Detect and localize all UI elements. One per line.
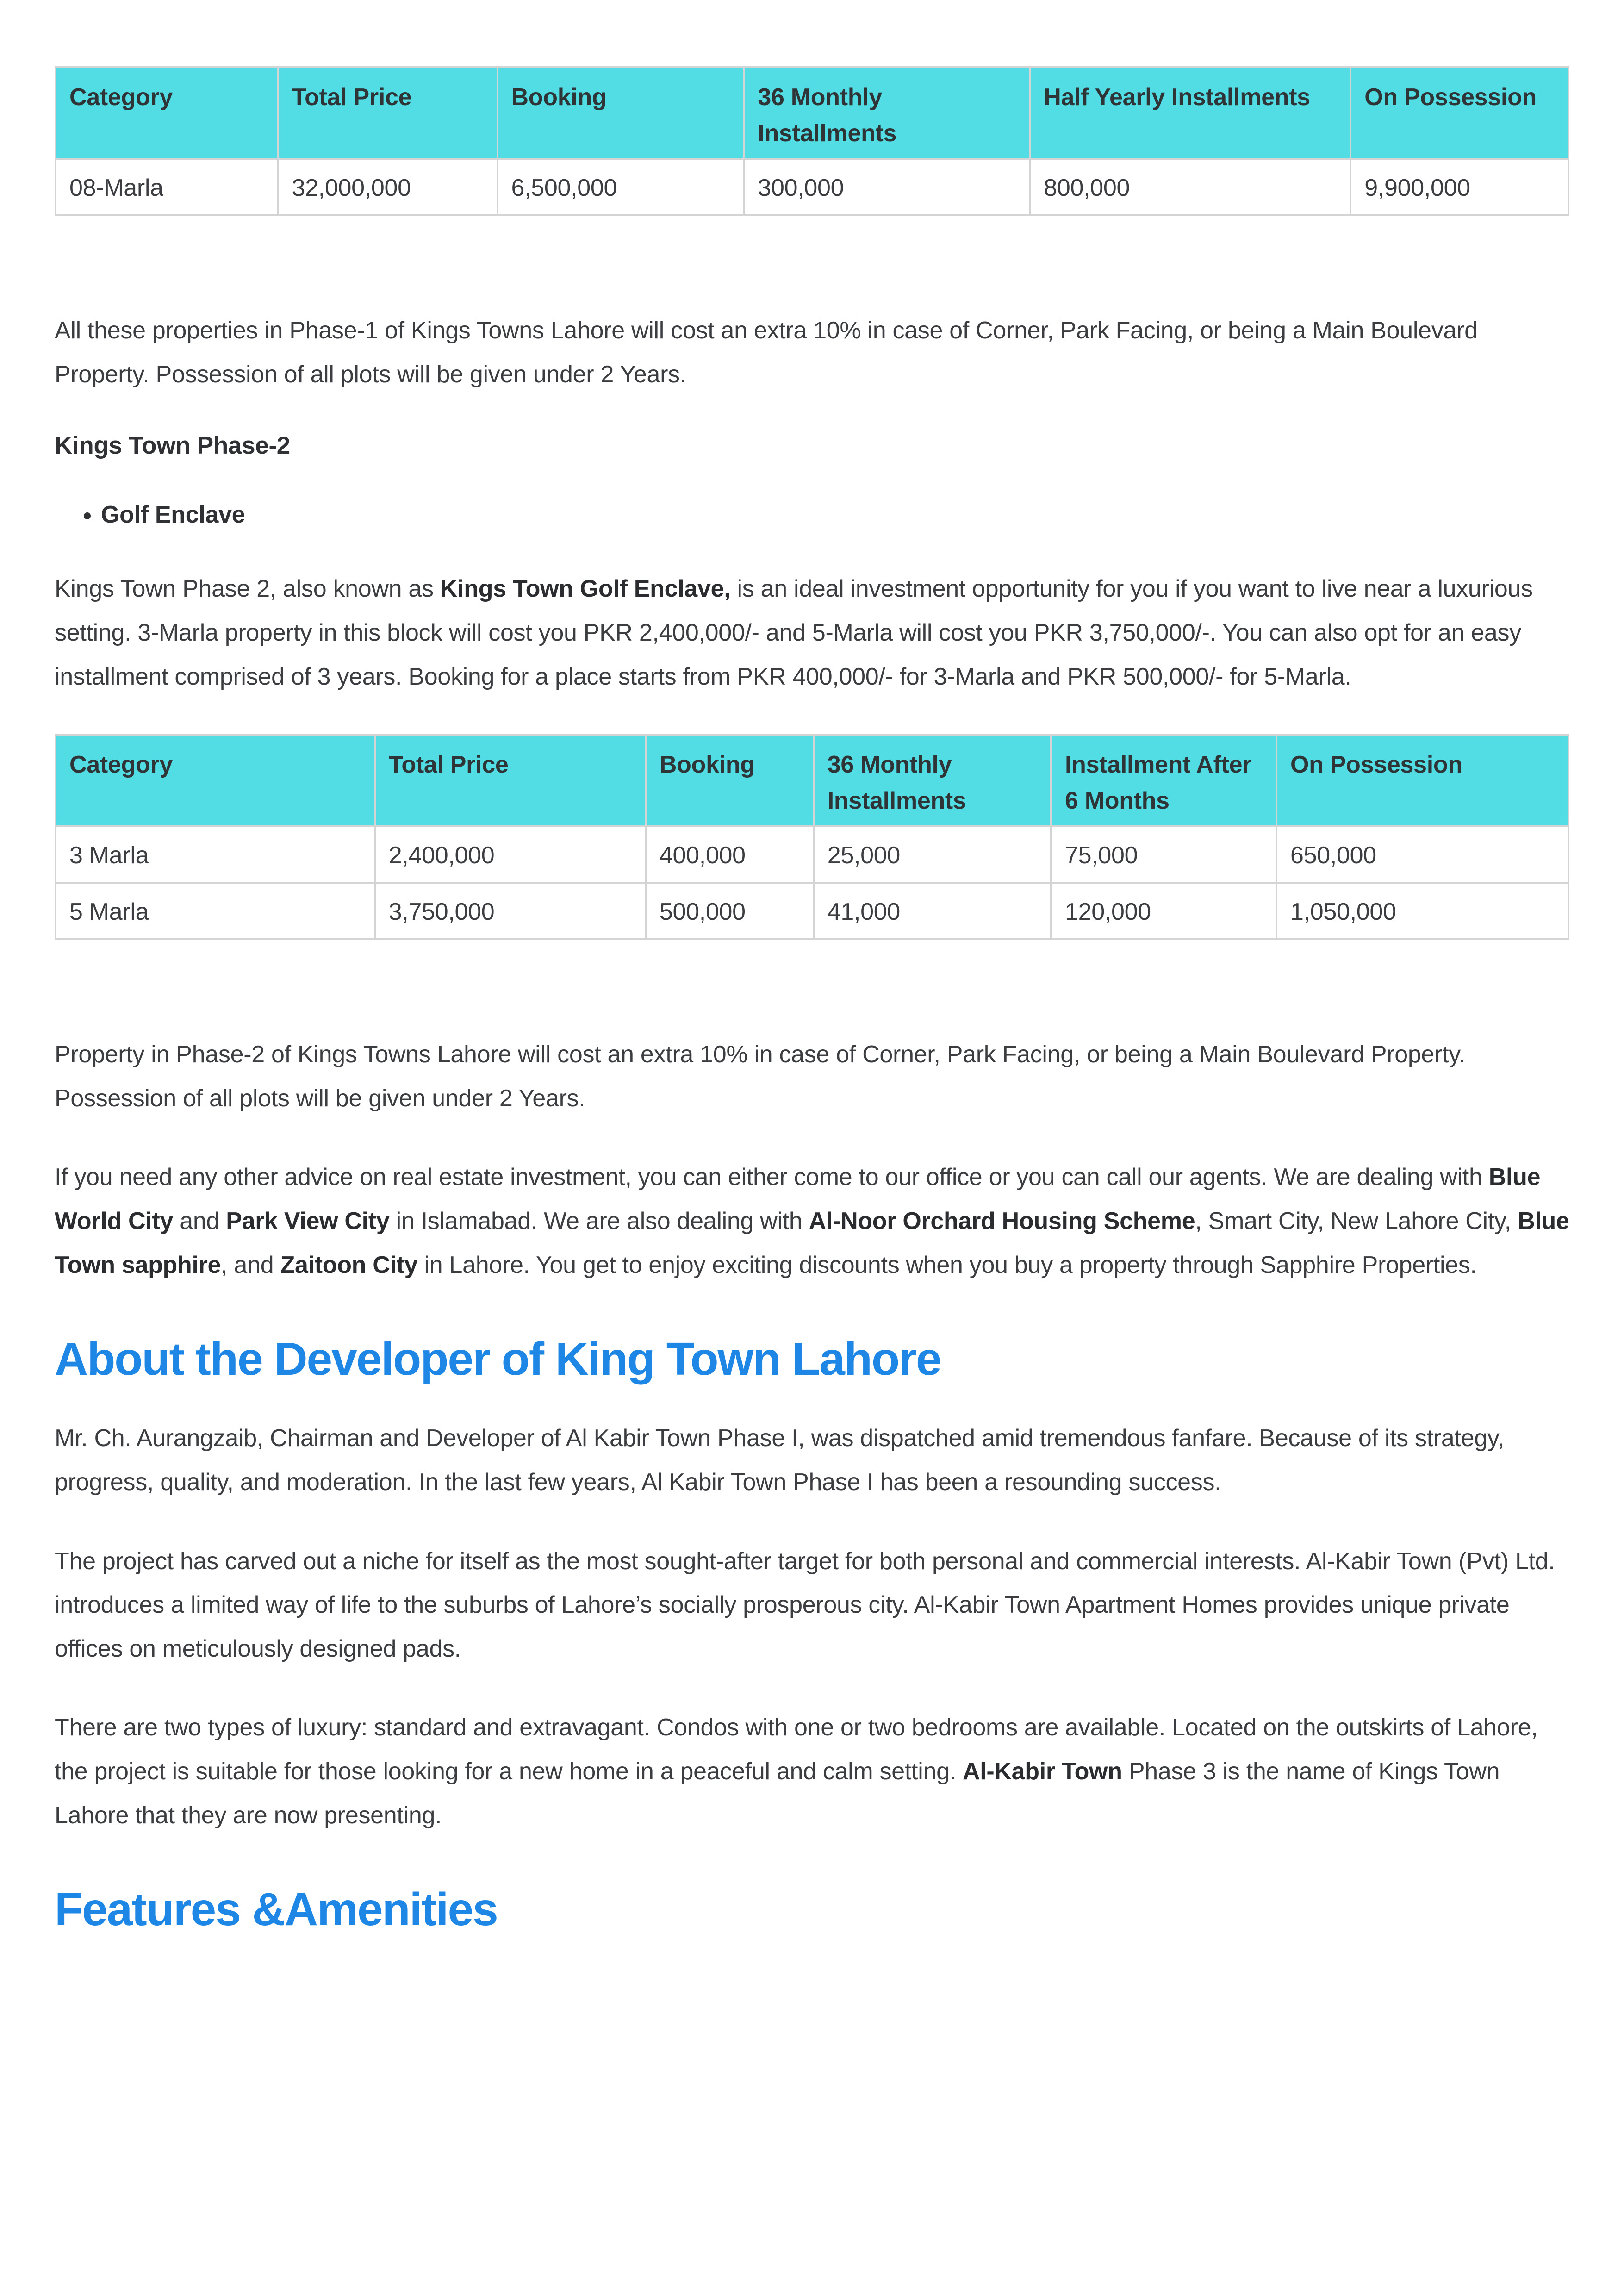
- cell-on-possession: 650,000: [1276, 826, 1568, 883]
- bold-text-segment: Kings Town Golf Enclave,: [440, 575, 731, 603]
- bold-text-segment: Al-Noor Orchard Housing Scheme: [809, 1208, 1195, 1235]
- phase2-intro-paragraph: [55, 567, 1569, 698]
- cell-booking: 6,500,000: [498, 159, 744, 215]
- cell-total-price: 32,000,000: [278, 159, 498, 215]
- column-header-on-possession: On Possession: [1276, 735, 1568, 826]
- cell-installment-after-6-months: 75,000: [1051, 826, 1276, 883]
- cell-category: 3 Marla: [56, 826, 375, 883]
- text-segment: There are two types of luxury: standard and extravagant. Condos with one or two bedrooms are available. Located on the outskirts of Lahore, the project is suitable for those looking for a new home in a peaceful and calm setting.: [55, 1714, 1538, 1785]
- phase1-payment-plan-table: [55, 66, 1569, 216]
- table-row: [56, 159, 1568, 215]
- column-header-monthly-installments: 36 Monthly Installments: [744, 67, 1030, 159]
- column-header-installment-after-6-months: Installment After 6 Months: [1051, 735, 1276, 826]
- cell-booking: 500,000: [646, 883, 814, 939]
- text-segment: and: [173, 1208, 226, 1235]
- bold-text-segment: Blue World City: [55, 1164, 1541, 1235]
- phase2-block-list: [55, 497, 1569, 533]
- about-developer-paragraph-1: Mr. Ch. Aurangzaib, Chairman and Developer of Al Kabir Town Phase I, was dispatched amid tremendous fanfare. Because of its strategy, progress, quality, and moderation. In the last few years, Al Kabir Town Phase I has been a resounding success.: [55, 1425, 1504, 1496]
- bold-text-segment: Park View City: [226, 1208, 390, 1235]
- phase1-table-header: [56, 67, 1568, 159]
- column-header-booking: Booking: [646, 735, 814, 826]
- column-header-category: Category: [56, 735, 375, 826]
- features-amenities-heading: Features &Amenities: [55, 1883, 498, 1936]
- about-developer-heading: About the Developer of King Town Lahore: [55, 1333, 941, 1385]
- bold-text-segment: Al-Kabir Town: [963, 1758, 1122, 1785]
- advice-paragraph: [55, 1155, 1569, 1287]
- phase2-payment-plan-table: [55, 734, 1569, 940]
- cell-monthly-installment: 25,000: [814, 826, 1051, 883]
- cell-monthly-installment: 41,000: [814, 883, 1051, 939]
- column-header-category: Category: [56, 67, 278, 159]
- text-segment: Kings Town Phase 2, also known as: [55, 575, 440, 603]
- phase2-heading: Kings Town Phase-2: [55, 432, 290, 460]
- column-header-total-price: Total Price: [375, 735, 646, 826]
- table-row: [56, 826, 1568, 883]
- cell-booking: 400,000: [646, 826, 814, 883]
- column-header-half-yearly-installments: Half Yearly Installments: [1030, 67, 1350, 159]
- text-segment: is an ideal investment opportunity for you if you want to live near a luxurious setting. 3-Marla property in this block will cost you PKR 2,400,000/- and 5-Marla will cost you PKR 3,750,000/-. You can also opt for an easy installment comprised of 3 years. Booking for a place starts from PKR 400,000/- for 3-Marla and PKR 500,000/- for 5-Marla.: [55, 575, 1533, 690]
- cell-installment-after-6-months: 120,000: [1051, 883, 1276, 939]
- text-segment: , Smart City, New Lahore City,: [1195, 1208, 1518, 1235]
- text-segment: Phase 3 is the name of Kings Town Lahore that they are now presenting.: [55, 1758, 1500, 1829]
- table-header-row: [56, 67, 1568, 159]
- phase2-note-paragraph: Property in Phase-2 of Kings Towns Lahore will cost an extra 10% in case of Corner, Park Facing, or being a Main Boulevard Property. Possession of all plots will be given under 2 Years.: [55, 1041, 1466, 1112]
- bold-text-segment: Blue Town sapphire: [55, 1208, 1569, 1278]
- column-header-total-price: Total Price: [278, 67, 498, 159]
- bold-text-segment: Zaitoon City: [280, 1251, 418, 1278]
- table-row: [56, 883, 1568, 939]
- column-header-booking: Booking: [498, 67, 744, 159]
- about-developer-paragraph-2: The project has carved out a niche for itself as the most sought-after target for both personal and commercial interests. Al-Kabir Town (Pvt) Ltd. introduces a limited way of life to the suburbs of Lahore’s socially prosperous city. Al-Kabir Town Apartment Homes provides unique private offices on meticulously designed pads.: [55, 1547, 1555, 1662]
- list-item-golf-enclave: • Golf Enclave: [101, 497, 1569, 533]
- text-segment: If you need any other advice on real estate investment, you can either come to our office or you can call our agents. We are dealing with: [55, 1164, 1489, 1191]
- column-header-monthly-installments: 36 Monthly Installments: [814, 735, 1051, 826]
- cell-on-possession: 9,900,000: [1350, 159, 1568, 215]
- cell-half-yearly-installment: 800,000: [1030, 159, 1350, 215]
- cell-total-price: 2,400,000: [375, 826, 646, 883]
- cell-category: 5 Marla: [56, 883, 375, 939]
- text-segment: in Islamabad. We are also dealing with: [389, 1208, 809, 1235]
- column-header-on-possession: On Possession: [1350, 67, 1568, 159]
- cell-total-price: 3,750,000: [375, 883, 646, 939]
- phase1-note-paragraph: All these properties in Phase-1 of Kings Towns Lahore will cost an extra 10% in case of Corner, Park Facing, or being a Main Boulevard Property. Possession of all plots will be given under 2 Years.: [55, 317, 1478, 388]
- cell-on-possession: 1,050,000: [1276, 883, 1568, 939]
- table-header-row: [56, 735, 1568, 826]
- text-segment: , and: [221, 1251, 280, 1278]
- about-developer-paragraph-3: [55, 1706, 1569, 1837]
- cell-category: 08-Marla: [56, 159, 278, 215]
- cell-monthly-installment: 300,000: [744, 159, 1030, 215]
- text-segment: in Lahore. You get to enjoy exciting discounts when you buy a property through Sapphire Properties.: [417, 1251, 1477, 1278]
- phase2-table-header: [56, 735, 1568, 826]
